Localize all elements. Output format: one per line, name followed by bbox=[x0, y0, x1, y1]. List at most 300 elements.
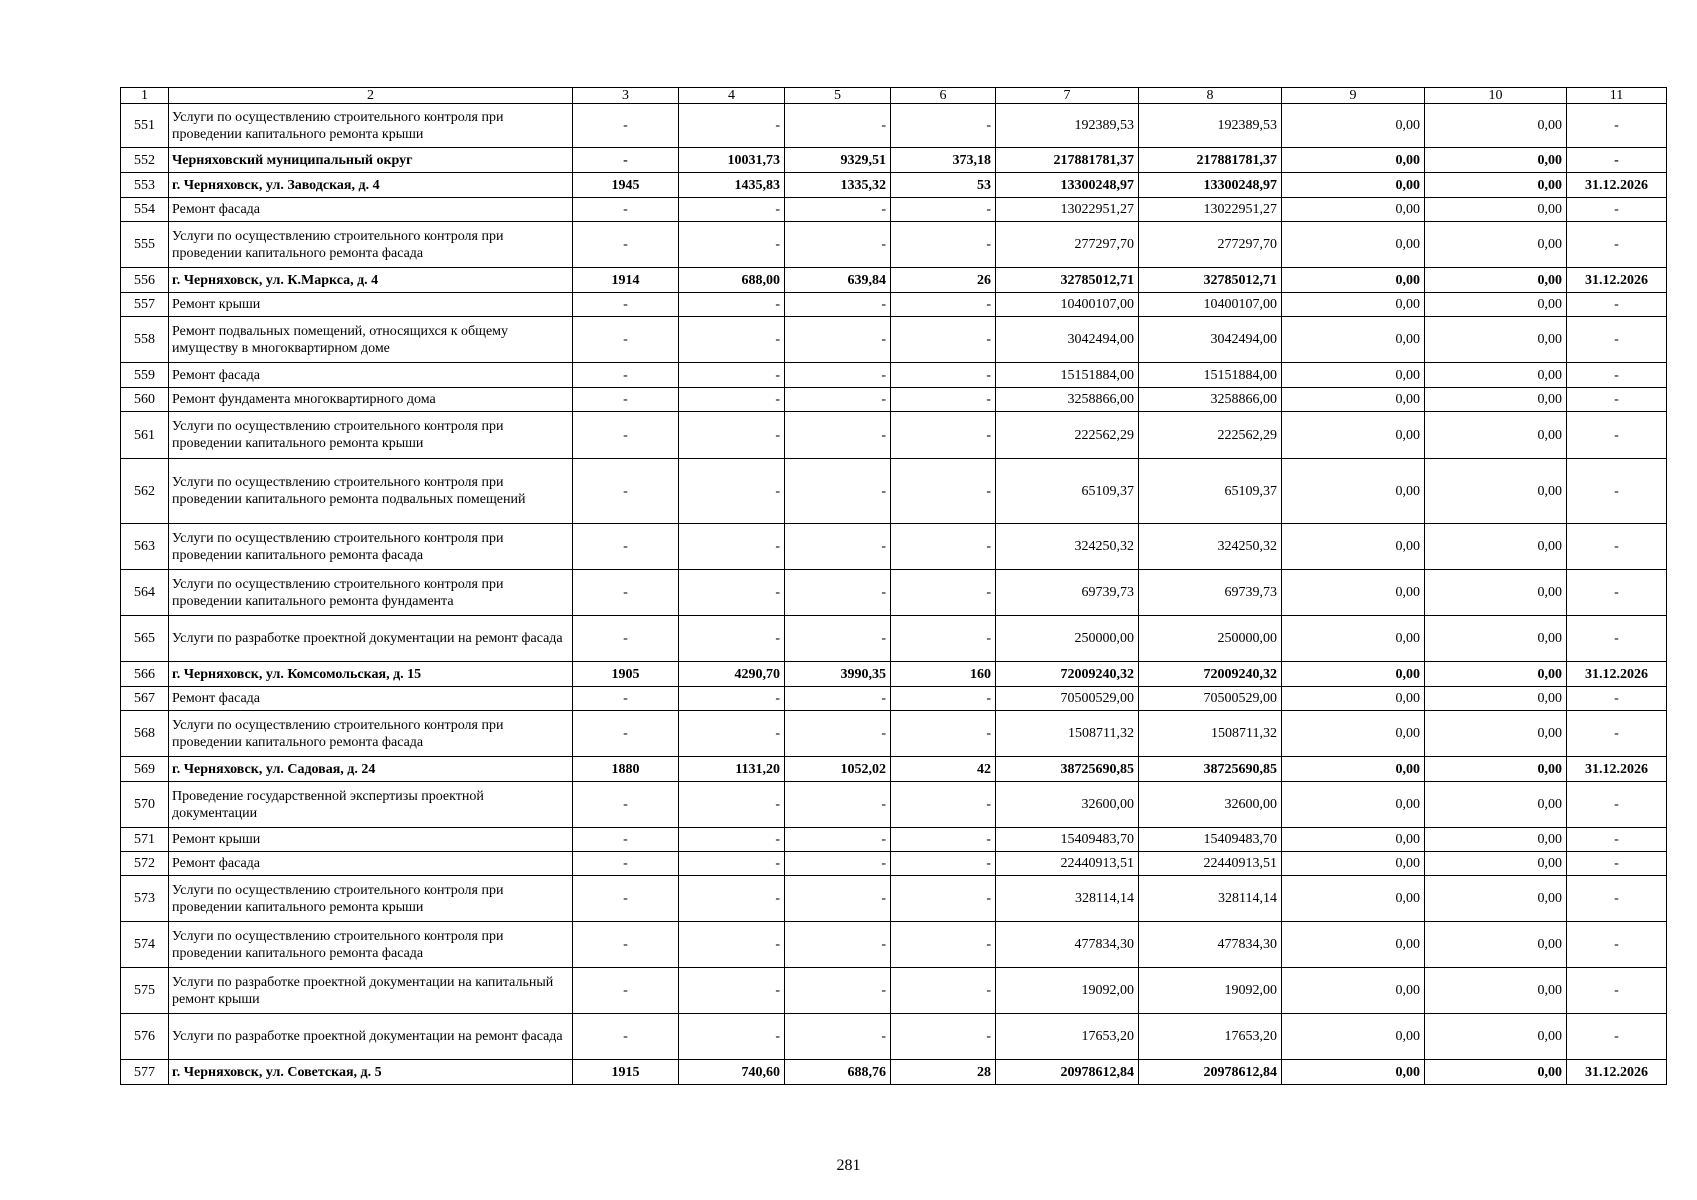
deadline-cell: - bbox=[1567, 616, 1667, 662]
item-name-cell: Ремонт фасада bbox=[169, 852, 573, 876]
year-cell: 1905 bbox=[573, 662, 679, 687]
year-cell: - bbox=[573, 293, 679, 317]
total-cost-cell: 20978612,84 bbox=[996, 1060, 1139, 1085]
item-name-cell: Ремонт подвальных помещений, относящихся к общему имуществу в многоквартирном доме bbox=[169, 317, 573, 363]
total-area-cell: - bbox=[679, 876, 785, 922]
row-number-cell: 577 bbox=[121, 1060, 169, 1085]
total-area-cell: 1435,83 bbox=[679, 173, 785, 198]
total-cost-cell: 22440913,51 bbox=[996, 852, 1139, 876]
other-cost-cell: 0,00 bbox=[1425, 222, 1567, 268]
fund-cost-cell: 328114,14 bbox=[1139, 876, 1282, 922]
total-cost-cell: 477834,30 bbox=[996, 922, 1139, 968]
residents-cell: - bbox=[891, 922, 996, 968]
budget-cost-cell: 0,00 bbox=[1282, 524, 1425, 570]
total-area-cell: - bbox=[679, 1014, 785, 1060]
column-number-header: 3 bbox=[573, 88, 679, 104]
budget-cost-cell: 0,00 bbox=[1282, 388, 1425, 412]
residents-cell: - bbox=[891, 222, 996, 268]
deadline-cell: - bbox=[1567, 968, 1667, 1014]
row-number-cell: 553 bbox=[121, 173, 169, 198]
living-area-cell: - bbox=[785, 363, 891, 388]
residents-cell: 42 bbox=[891, 757, 996, 782]
item-name-cell: г. Черняховск, ул. Заводская, д. 4 bbox=[169, 173, 573, 198]
year-cell: - bbox=[573, 222, 679, 268]
deadline-cell: - bbox=[1567, 1014, 1667, 1060]
year-cell: 1914 bbox=[573, 268, 679, 293]
total-area-cell: - bbox=[679, 412, 785, 459]
living-area-cell: - bbox=[785, 828, 891, 852]
table-row bbox=[121, 782, 1667, 828]
total-area-cell: - bbox=[679, 687, 785, 711]
item-name-cell: Услуги по разработке проектной документации на ремонт фасада bbox=[169, 616, 573, 662]
budget-cost-cell: 0,00 bbox=[1282, 1014, 1425, 1060]
budget-cost-cell: 0,00 bbox=[1282, 922, 1425, 968]
total-cost-cell: 65109,37 bbox=[996, 459, 1139, 524]
table-body bbox=[121, 88, 1667, 1085]
column-number-header: 2 bbox=[169, 88, 573, 104]
row-number-cell: 551 bbox=[121, 104, 169, 148]
budget-cost-cell: 0,00 bbox=[1282, 828, 1425, 852]
residents-cell: - bbox=[891, 317, 996, 363]
table-row bbox=[121, 662, 1667, 687]
row-number-cell: 560 bbox=[121, 388, 169, 412]
row-number-cell: 570 bbox=[121, 782, 169, 828]
deadline-cell: - bbox=[1567, 388, 1667, 412]
table-row bbox=[121, 687, 1667, 711]
fund-cost-cell: 38725690,85 bbox=[1139, 757, 1282, 782]
item-name-cell: Услуги по осуществлению строительного контроля при проведении капитального ремонта подвальных помещений bbox=[169, 459, 573, 524]
year-cell: - bbox=[573, 459, 679, 524]
other-cost-cell: 0,00 bbox=[1425, 293, 1567, 317]
budget-cost-cell: 0,00 bbox=[1282, 412, 1425, 459]
budget-cost-cell: 0,00 bbox=[1282, 363, 1425, 388]
year-cell: - bbox=[573, 148, 679, 173]
other-cost-cell: 0,00 bbox=[1425, 828, 1567, 852]
total-cost-cell: 32600,00 bbox=[996, 782, 1139, 828]
column-number-header: 11 bbox=[1567, 88, 1667, 104]
table-row bbox=[121, 876, 1667, 922]
total-area-cell: - bbox=[679, 782, 785, 828]
fund-cost-cell: 277297,70 bbox=[1139, 222, 1282, 268]
table-row bbox=[121, 570, 1667, 616]
total-cost-cell: 324250,32 bbox=[996, 524, 1139, 570]
row-number-cell: 562 bbox=[121, 459, 169, 524]
budget-cost-cell: 0,00 bbox=[1282, 570, 1425, 616]
residents-cell: - bbox=[891, 876, 996, 922]
living-area-cell: - bbox=[785, 616, 891, 662]
other-cost-cell: 0,00 bbox=[1425, 173, 1567, 198]
other-cost-cell: 0,00 bbox=[1425, 852, 1567, 876]
living-area-cell: - bbox=[785, 922, 891, 968]
budget-cost-cell: 0,00 bbox=[1282, 268, 1425, 293]
total-area-cell: 740,60 bbox=[679, 1060, 785, 1085]
deadline-cell: - bbox=[1567, 198, 1667, 222]
item-name-cell: г. Черняховск, ул. Садовая, д. 24 bbox=[169, 757, 573, 782]
year-cell: - bbox=[573, 922, 679, 968]
table-row bbox=[121, 616, 1667, 662]
table-row bbox=[121, 711, 1667, 757]
deadline-cell: - bbox=[1567, 363, 1667, 388]
total-area-cell: - bbox=[679, 363, 785, 388]
residents-cell: 373,18 bbox=[891, 148, 996, 173]
year-cell: - bbox=[573, 876, 679, 922]
deadline-cell: - bbox=[1567, 852, 1667, 876]
budget-cost-cell: 0,00 bbox=[1282, 757, 1425, 782]
living-area-cell: 1052,02 bbox=[785, 757, 891, 782]
other-cost-cell: 0,00 bbox=[1425, 922, 1567, 968]
year-cell: 1880 bbox=[573, 757, 679, 782]
total-cost-cell: 277297,70 bbox=[996, 222, 1139, 268]
table-row bbox=[121, 317, 1667, 363]
row-number-cell: 575 bbox=[121, 968, 169, 1014]
residents-cell: - bbox=[891, 524, 996, 570]
residents-cell: - bbox=[891, 459, 996, 524]
budget-cost-cell: 0,00 bbox=[1282, 173, 1425, 198]
other-cost-cell: 0,00 bbox=[1425, 268, 1567, 293]
total-cost-cell: 32785012,71 bbox=[996, 268, 1139, 293]
living-area-cell: - bbox=[785, 293, 891, 317]
deadline-cell: - bbox=[1567, 524, 1667, 570]
residents-cell: - bbox=[891, 616, 996, 662]
residents-cell: 53 bbox=[891, 173, 996, 198]
living-area-cell: - bbox=[785, 570, 891, 616]
living-area-cell: - bbox=[785, 968, 891, 1014]
table-row bbox=[121, 922, 1667, 968]
item-name-cell: Ремонт крыши bbox=[169, 293, 573, 317]
total-cost-cell: 13300248,97 bbox=[996, 173, 1139, 198]
table-row bbox=[121, 388, 1667, 412]
other-cost-cell: 0,00 bbox=[1425, 104, 1567, 148]
budget-cost-cell: 0,00 bbox=[1282, 459, 1425, 524]
row-number-cell: 569 bbox=[121, 757, 169, 782]
fund-cost-cell: 32785012,71 bbox=[1139, 268, 1282, 293]
deadline-cell: 31.12.2026 bbox=[1567, 662, 1667, 687]
item-name-cell: Услуги по осуществлению строительного контроля при проведении капитального ремонта фасада bbox=[169, 524, 573, 570]
budget-cost-cell: 0,00 bbox=[1282, 616, 1425, 662]
item-name-cell: Ремонт фундамента многоквартирного дома bbox=[169, 388, 573, 412]
row-number-cell: 564 bbox=[121, 570, 169, 616]
total-area-cell: - bbox=[679, 922, 785, 968]
other-cost-cell: 0,00 bbox=[1425, 1014, 1567, 1060]
budget-cost-cell: 0,00 bbox=[1282, 1060, 1425, 1085]
budget-cost-cell: 0,00 bbox=[1282, 222, 1425, 268]
budget-cost-cell: 0,00 bbox=[1282, 148, 1425, 173]
fund-cost-cell: 19092,00 bbox=[1139, 968, 1282, 1014]
total-area-cell: - bbox=[679, 968, 785, 1014]
fund-cost-cell: 217881781,37 bbox=[1139, 148, 1282, 173]
item-name-cell: Черняховский муниципальный округ bbox=[169, 148, 573, 173]
item-name-cell: Ремонт крыши bbox=[169, 828, 573, 852]
total-area-cell: 688,00 bbox=[679, 268, 785, 293]
total-cost-cell: 10400107,00 bbox=[996, 293, 1139, 317]
item-name-cell: Ремонт фасада bbox=[169, 198, 573, 222]
budget-cost-cell: 0,00 bbox=[1282, 782, 1425, 828]
total-area-cell: - bbox=[679, 293, 785, 317]
other-cost-cell: 0,00 bbox=[1425, 711, 1567, 757]
budget-cost-cell: 0,00 bbox=[1282, 293, 1425, 317]
total-cost-cell: 217881781,37 bbox=[996, 148, 1139, 173]
year-cell: - bbox=[573, 317, 679, 363]
table-row bbox=[121, 363, 1667, 388]
total-cost-cell: 250000,00 bbox=[996, 616, 1139, 662]
table-row bbox=[121, 852, 1667, 876]
fund-cost-cell: 10400107,00 bbox=[1139, 293, 1282, 317]
other-cost-cell: 0,00 bbox=[1425, 687, 1567, 711]
residents-cell: 28 bbox=[891, 1060, 996, 1085]
total-cost-cell: 72009240,32 bbox=[996, 662, 1139, 687]
row-number-cell: 555 bbox=[121, 222, 169, 268]
other-cost-cell: 0,00 bbox=[1425, 524, 1567, 570]
row-number-cell: 571 bbox=[121, 828, 169, 852]
item-name-cell: Услуги по осуществлению строительного контроля при проведении капитального ремонта фасада bbox=[169, 222, 573, 268]
total-area-cell: 4290,70 bbox=[679, 662, 785, 687]
item-name-cell: Ремонт фасада bbox=[169, 687, 573, 711]
table-row bbox=[121, 173, 1667, 198]
total-area-cell: - bbox=[679, 317, 785, 363]
other-cost-cell: 0,00 bbox=[1425, 459, 1567, 524]
budget-cost-cell: 0,00 bbox=[1282, 968, 1425, 1014]
row-number-cell: 556 bbox=[121, 268, 169, 293]
living-area-cell: - bbox=[785, 687, 891, 711]
fund-cost-cell: 65109,37 bbox=[1139, 459, 1282, 524]
row-number-cell: 565 bbox=[121, 616, 169, 662]
residents-cell: - bbox=[891, 782, 996, 828]
residents-cell: - bbox=[891, 687, 996, 711]
living-area-cell: - bbox=[785, 459, 891, 524]
item-name-cell: Услуги по осуществлению строительного контроля при проведении капитального ремонта фасада bbox=[169, 711, 573, 757]
deadline-cell: - bbox=[1567, 687, 1667, 711]
living-area-cell: 639,84 bbox=[785, 268, 891, 293]
deadline-cell: 31.12.2026 bbox=[1567, 173, 1667, 198]
column-number-header: 8 bbox=[1139, 88, 1282, 104]
year-cell: - bbox=[573, 852, 679, 876]
deadline-cell: - bbox=[1567, 922, 1667, 968]
other-cost-cell: 0,00 bbox=[1425, 757, 1567, 782]
year-cell: - bbox=[573, 104, 679, 148]
row-number-cell: 576 bbox=[121, 1014, 169, 1060]
item-name-cell: г. Черняховск, ул. Советская, д. 5 bbox=[169, 1060, 573, 1085]
residents-cell: - bbox=[891, 828, 996, 852]
deadline-cell: - bbox=[1567, 222, 1667, 268]
residents-cell: - bbox=[891, 363, 996, 388]
residents-cell: 160 bbox=[891, 662, 996, 687]
living-area-cell: - bbox=[785, 317, 891, 363]
residents-cell: - bbox=[891, 1014, 996, 1060]
budget-cost-cell: 0,00 bbox=[1282, 104, 1425, 148]
other-cost-cell: 0,00 bbox=[1425, 412, 1567, 459]
item-name-cell: Услуги по осуществлению строительного контроля при проведении капитального ремонта крыши bbox=[169, 412, 573, 459]
table-row bbox=[121, 1060, 1667, 1085]
fund-cost-cell: 69739,73 bbox=[1139, 570, 1282, 616]
column-number-header: 10 bbox=[1425, 88, 1567, 104]
total-cost-cell: 17653,20 bbox=[996, 1014, 1139, 1060]
total-area-cell: - bbox=[679, 104, 785, 148]
row-number-cell: 559 bbox=[121, 363, 169, 388]
living-area-cell: - bbox=[785, 222, 891, 268]
column-number-header: 7 bbox=[996, 88, 1139, 104]
total-cost-cell: 70500529,00 bbox=[996, 687, 1139, 711]
total-cost-cell: 328114,14 bbox=[996, 876, 1139, 922]
living-area-cell: - bbox=[785, 412, 891, 459]
table-row bbox=[121, 1014, 1667, 1060]
living-area-cell: - bbox=[785, 782, 891, 828]
residents-cell: - bbox=[891, 198, 996, 222]
living-area-cell: 1335,32 bbox=[785, 173, 891, 198]
item-name-cell: Услуги по разработке проектной документации на капитальный ремонт крыши bbox=[169, 968, 573, 1014]
fund-cost-cell: 15151884,00 bbox=[1139, 363, 1282, 388]
fund-cost-cell: 3258866,00 bbox=[1139, 388, 1282, 412]
total-cost-cell: 1508711,32 bbox=[996, 711, 1139, 757]
living-area-cell: - bbox=[785, 852, 891, 876]
budget-cost-cell: 0,00 bbox=[1282, 662, 1425, 687]
year-cell: - bbox=[573, 1014, 679, 1060]
item-name-cell: Проведение государственной экспертизы проектной документации bbox=[169, 782, 573, 828]
year-cell: - bbox=[573, 616, 679, 662]
item-name-cell: г. Черняховск, ул. К.Маркса, д. 4 bbox=[169, 268, 573, 293]
other-cost-cell: 0,00 bbox=[1425, 570, 1567, 616]
item-name-cell: г. Черняховск, ул. Комсомольская, д. 15 bbox=[169, 662, 573, 687]
total-cost-cell: 222562,29 bbox=[996, 412, 1139, 459]
year-cell: 1915 bbox=[573, 1060, 679, 1085]
year-cell: - bbox=[573, 711, 679, 757]
living-area-cell: - bbox=[785, 1014, 891, 1060]
table-row bbox=[121, 524, 1667, 570]
fund-cost-cell: 3042494,00 bbox=[1139, 317, 1282, 363]
residents-cell: - bbox=[891, 293, 996, 317]
row-number-cell: 566 bbox=[121, 662, 169, 687]
deadline-cell: - bbox=[1567, 412, 1667, 459]
row-number-cell: 568 bbox=[121, 711, 169, 757]
budget-cost-cell: 0,00 bbox=[1282, 876, 1425, 922]
living-area-cell: - bbox=[785, 524, 891, 570]
total-cost-cell: 192389,53 bbox=[996, 104, 1139, 148]
fund-cost-cell: 324250,32 bbox=[1139, 524, 1282, 570]
other-cost-cell: 0,00 bbox=[1425, 1060, 1567, 1085]
fund-cost-cell: 477834,30 bbox=[1139, 922, 1282, 968]
item-name-cell: Услуги по осуществлению строительного контроля при проведении капитального ремонта фасада bbox=[169, 922, 573, 968]
total-cost-cell: 15151884,00 bbox=[996, 363, 1139, 388]
residents-cell: 26 bbox=[891, 268, 996, 293]
deadline-cell: - bbox=[1567, 293, 1667, 317]
table-row bbox=[121, 293, 1667, 317]
other-cost-cell: 0,00 bbox=[1425, 782, 1567, 828]
total-area-cell: - bbox=[679, 222, 785, 268]
total-area-cell: - bbox=[679, 711, 785, 757]
column-number-header: 9 bbox=[1282, 88, 1425, 104]
table-row bbox=[121, 757, 1667, 782]
year-cell: - bbox=[573, 570, 679, 616]
column-number-header: 4 bbox=[679, 88, 785, 104]
deadline-cell: - bbox=[1567, 570, 1667, 616]
total-area-cell: - bbox=[679, 828, 785, 852]
living-area-cell: - bbox=[785, 388, 891, 412]
table-row bbox=[121, 968, 1667, 1014]
year-cell: - bbox=[573, 782, 679, 828]
row-number-cell: 557 bbox=[121, 293, 169, 317]
item-name-cell: Услуги по осуществлению строительного контроля при проведении капитального ремонта крыши bbox=[169, 104, 573, 148]
living-area-cell: - bbox=[785, 711, 891, 757]
fund-cost-cell: 15409483,70 bbox=[1139, 828, 1282, 852]
year-cell: - bbox=[573, 363, 679, 388]
column-number-header: 1 bbox=[121, 88, 169, 104]
total-cost-cell: 3042494,00 bbox=[996, 317, 1139, 363]
residents-cell: - bbox=[891, 104, 996, 148]
fund-cost-cell: 13022951,27 bbox=[1139, 198, 1282, 222]
fund-cost-cell: 250000,00 bbox=[1139, 616, 1282, 662]
table-row bbox=[121, 222, 1667, 268]
other-cost-cell: 0,00 bbox=[1425, 363, 1567, 388]
fund-cost-cell: 70500529,00 bbox=[1139, 687, 1282, 711]
other-cost-cell: 0,00 bbox=[1425, 968, 1567, 1014]
row-number-cell: 558 bbox=[121, 317, 169, 363]
other-cost-cell: 0,00 bbox=[1425, 198, 1567, 222]
row-number-cell: 572 bbox=[121, 852, 169, 876]
row-number-cell: 574 bbox=[121, 922, 169, 968]
table-row bbox=[121, 268, 1667, 293]
year-cell: - bbox=[573, 968, 679, 1014]
table-row bbox=[121, 412, 1667, 459]
total-area-cell: - bbox=[679, 459, 785, 524]
total-cost-cell: 3258866,00 bbox=[996, 388, 1139, 412]
row-number-cell: 552 bbox=[121, 148, 169, 173]
deadline-cell: - bbox=[1567, 828, 1667, 852]
year-cell: - bbox=[573, 524, 679, 570]
deadline-cell: - bbox=[1567, 876, 1667, 922]
living-area-cell: - bbox=[785, 104, 891, 148]
other-cost-cell: 0,00 bbox=[1425, 317, 1567, 363]
fund-cost-cell: 17653,20 bbox=[1139, 1014, 1282, 1060]
living-area-cell: 688,76 bbox=[785, 1060, 891, 1085]
total-area-cell: - bbox=[679, 388, 785, 412]
year-cell: - bbox=[573, 687, 679, 711]
item-name-cell: Услуги по осуществлению строительного контроля при проведении капитального ремонта фундамента bbox=[169, 570, 573, 616]
living-area-cell: 9329,51 bbox=[785, 148, 891, 173]
living-area-cell: - bbox=[785, 198, 891, 222]
deadline-cell: - bbox=[1567, 782, 1667, 828]
budget-cost-cell: 0,00 bbox=[1282, 687, 1425, 711]
living-area-cell: - bbox=[785, 876, 891, 922]
total-cost-cell: 19092,00 bbox=[996, 968, 1139, 1014]
residents-cell: - bbox=[891, 968, 996, 1014]
item-name-cell: Услуги по осуществлению строительного контроля при проведении капитального ремонта крыши bbox=[169, 876, 573, 922]
page-number: 281 bbox=[836, 1157, 861, 1174]
deadline-cell: 31.12.2026 bbox=[1567, 268, 1667, 293]
other-cost-cell: 0,00 bbox=[1425, 876, 1567, 922]
living-area-cell: 3990,35 bbox=[785, 662, 891, 687]
fund-cost-cell: 1508711,32 bbox=[1139, 711, 1282, 757]
total-cost-cell: 38725690,85 bbox=[996, 757, 1139, 782]
total-area-cell: - bbox=[679, 852, 785, 876]
column-number-header: 6 bbox=[891, 88, 996, 104]
row-number-cell: 554 bbox=[121, 198, 169, 222]
row-number-cell: 567 bbox=[121, 687, 169, 711]
deadline-cell: - bbox=[1567, 459, 1667, 524]
table-row bbox=[121, 828, 1667, 852]
other-cost-cell: 0,00 bbox=[1425, 662, 1567, 687]
year-cell: - bbox=[573, 388, 679, 412]
row-number-cell: 563 bbox=[121, 524, 169, 570]
total-area-cell: - bbox=[679, 570, 785, 616]
year-cell: 1945 bbox=[573, 173, 679, 198]
fund-cost-cell: 32600,00 bbox=[1139, 782, 1282, 828]
deadline-cell: 31.12.2026 bbox=[1567, 757, 1667, 782]
fund-cost-cell: 222562,29 bbox=[1139, 412, 1282, 459]
total-cost-cell: 69739,73 bbox=[996, 570, 1139, 616]
residents-cell: - bbox=[891, 711, 996, 757]
total-cost-cell: 15409483,70 bbox=[996, 828, 1139, 852]
year-cell: - bbox=[573, 412, 679, 459]
fund-cost-cell: 22440913,51 bbox=[1139, 852, 1282, 876]
